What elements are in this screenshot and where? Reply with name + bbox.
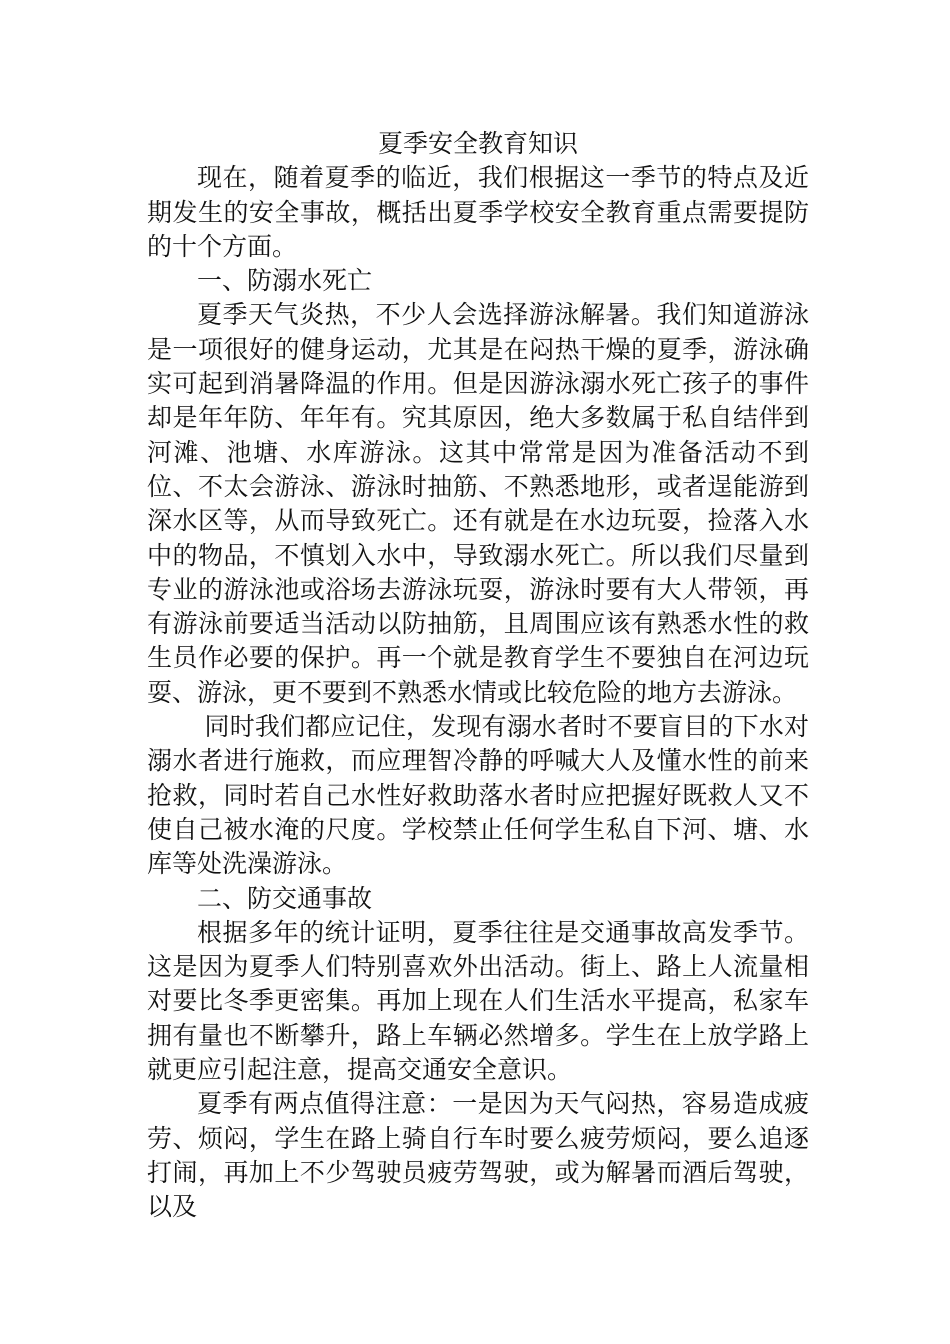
section-heading-traffic: 二、防交通事故 xyxy=(197,883,373,913)
document-body xyxy=(147,127,809,1225)
section-heading-drowning: 一、防溺水死亡 xyxy=(197,266,373,296)
paragraph-drowning-rescue: 同时我们都应记住，发现有溺水者时不要盲目的下水对溺水者进行施救，而应理智冷静的呼喊大人及懂水性的前来抢救，同时若自己水性好救助落水者时应把握好既救人又不使自己被水淹的尺度。学校禁止任何学生私自下河、塘、水库等处洗澡游泳。 xyxy=(147,712,809,879)
paragraph-traffic-season: 根据多年的统计证明，夏季往往是交通事故高发季节。这是因为夏季人们特别喜欢外出活动。街上、路上人流量相对要比冬季更密集。再加上现在人们生活水平提高，私家车拥有量也不断攀升，路上车辆必然增多。学生在上放学路上就更应引起注意，提高交通安全意识。 xyxy=(147,917,809,1085)
intro-paragraph: 现在，随着夏季的临近，我们根据这一季节的特点及近期发生的安全事故，概括出夏季学校安全教育重点需要提防的十个方面。 xyxy=(147,163,809,261)
paragraph-drowning-causes: 夏季天气炎热，不少人会选择游泳解暑。我们知道游泳是一项很好的健身运动，尤其是在闷热干燥的夏季，游泳确实可起到消暑降温的作用。但是因游泳溺水死亡孩子的事件却是年年防、年年有。究其原因，绝大多数属于私自结伴到河滩、池塘、水库游泳。这其中常常是因为准备活动不到位、不太会游泳、游泳时抽筋、不熟悉地形，或者逞能游到深水区等，从而导致死亡。还有就是在水边玩耍，捡落入水中的物品，不慎划入水中，导致溺水死亡。所以我们尽量到专业的游泳池或浴场去游泳玩耍，游泳时要有大人带领，再有游泳前要适当活动以防抽筋，且周围应该有熟悉水性的救生员作必要的保护。再一个就是教育学生不要独自在河边玩耍、游泳，更不要到不熟悉水情或比较危险的地方去游泳。 xyxy=(147,300,809,707)
document-title: 夏季安全教育知识 xyxy=(377,129,578,158)
paragraph-traffic-notes: 夏季有两点值得注意：一是因为天气闷热，容易造成疲劳、烦闷，学生在路上骑自行车时要么疲劳烦闷，要么追逐打闹，再加上不少驾驶员疲劳驾驶，或为解暑而酒后驾驶，以及 xyxy=(147,1089,809,1222)
